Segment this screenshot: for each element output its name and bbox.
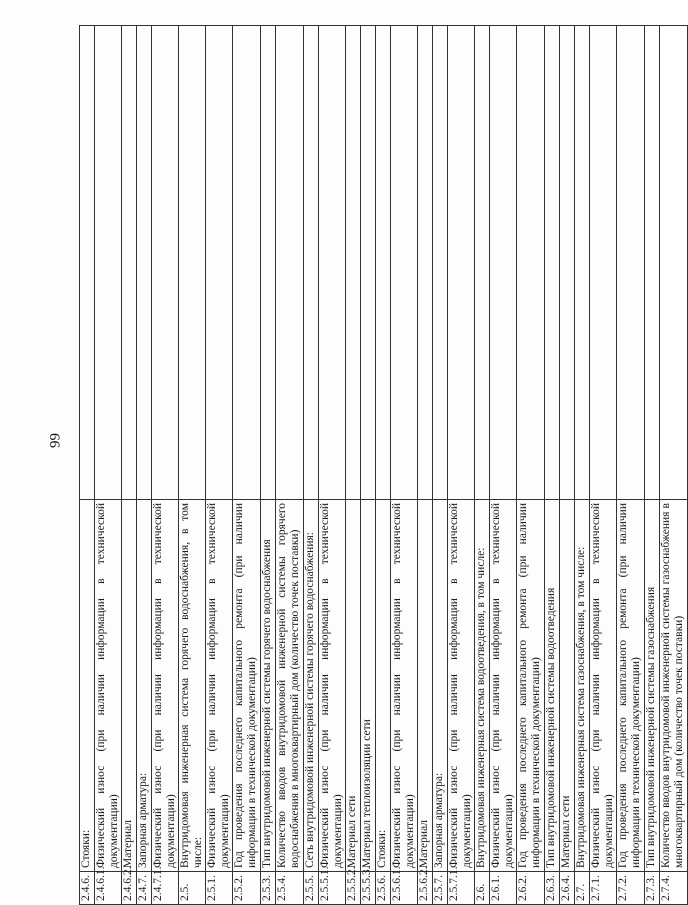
table-row (590, 26, 617, 905)
table-row (346, 26, 361, 905)
row-value-cell (233, 26, 261, 500)
row-value-cell (304, 26, 319, 500)
table-row (304, 26, 319, 905)
table-row (617, 26, 645, 905)
row-value-cell (261, 26, 276, 500)
table-row (276, 26, 304, 905)
row-description: Стояки: (80, 500, 95, 872)
table-row (391, 26, 418, 905)
row-number: 2.4.7.1. (152, 872, 179, 905)
row-number: 2.5.1. (206, 872, 233, 905)
row-description: Тип внутридомовой инженерной системы газоснабжения (645, 500, 660, 872)
row-number: 2.5.6. (376, 872, 391, 905)
row-value-cell (590, 26, 617, 500)
row-description: Физический износ (при наличии информации в технической документации) (391, 500, 418, 872)
row-number: 2.7.4. (660, 872, 688, 905)
row-description: Материал теплоизоляции сети (361, 500, 376, 872)
row-value-cell (80, 26, 95, 500)
table-row (206, 26, 233, 905)
row-description: Внутридомовая инженерная система водоотведения, в том числе: (475, 500, 490, 872)
row-number: 2.5.5.2. (346, 872, 361, 905)
row-value-cell (517, 26, 545, 500)
row-number: 2.6.4. (560, 872, 575, 905)
row-value-cell (276, 26, 304, 500)
row-description: Материал (418, 500, 433, 872)
row-number: 2.5.5.1. (319, 872, 346, 905)
table-row (152, 26, 179, 905)
row-number: 2.6.3. (545, 872, 560, 905)
row-value-cell (95, 26, 122, 500)
table-row (80, 26, 95, 905)
row-description: Физический износ (при наличии информации в технической документации) (590, 500, 617, 872)
table-row (233, 26, 261, 905)
row-number: 2.5.7.1. (448, 872, 475, 905)
row-value-cell (179, 26, 206, 500)
row-description: Физический износ (при наличии информации в технической документации) (448, 500, 475, 872)
row-value-cell (575, 26, 590, 500)
row-number: 2.6. (475, 872, 490, 905)
row-description: Внутридомовая инженерная система горячего водоснабжения, в том числе: (179, 500, 206, 872)
row-value-cell (137, 26, 152, 500)
row-number: 2.7. (575, 872, 590, 905)
row-value-cell (660, 26, 688, 500)
row-number: 2.7.3. (645, 872, 660, 905)
row-number: 2.6.2. (517, 872, 545, 905)
row-description: Материал сети (346, 500, 361, 872)
table-row (95, 26, 122, 905)
table-row (319, 26, 346, 905)
row-description: Физический износ (при наличии информации в технической документации) (490, 500, 517, 872)
row-value-cell (152, 26, 179, 500)
row-number: 2.5.3. (261, 872, 276, 905)
table-row (560, 26, 575, 905)
row-number: 2.5.4. (276, 872, 304, 905)
table-row (475, 26, 490, 905)
row-value-cell (560, 26, 575, 500)
row-description: Год проведения последнего капитального ремонта (при наличии информации в технической документации) (233, 500, 261, 872)
row-value-cell (545, 26, 560, 500)
row-number: 2.5.2. (233, 872, 261, 905)
table-row (376, 26, 391, 905)
specification-table (79, 25, 688, 905)
row-value-cell (433, 26, 448, 500)
row-value-cell (475, 26, 490, 500)
table-row (433, 26, 448, 905)
row-number: 2.5.7. (433, 872, 448, 905)
table-row (179, 26, 206, 905)
table-row (660, 26, 688, 905)
row-description: Тип внутридомовой инженерной системы горячего водоснабжения (261, 500, 276, 872)
table-row (122, 26, 137, 905)
row-description: Количество вводов внутридомовой инженерной системы горячего водоснабжения в многоквартирный дом (количество точек поставки) (276, 500, 304, 872)
row-value-cell (617, 26, 645, 500)
row-number: 2.7.1. (590, 872, 617, 905)
row-value-cell (346, 26, 361, 500)
row-description: Внутридомовая инженерная система газоснабжения, в том числе: (575, 500, 590, 872)
row-value-cell (391, 26, 418, 500)
table-row (261, 26, 276, 905)
row-description: Физический износ (при наличии информации в технической документации) (319, 500, 346, 872)
table-row (517, 26, 545, 905)
row-description: Физический износ (при наличии информации в технической документации) (95, 500, 122, 872)
row-value-cell (122, 26, 137, 500)
row-description: Физический износ (при наличии информации в технической документации) (206, 500, 233, 872)
row-number: 2.7.2. (617, 872, 645, 905)
table-row (137, 26, 152, 905)
row-number: 2.4.6.1. (95, 872, 122, 905)
row-description: Материал (122, 500, 137, 872)
row-description: Запорная арматура: (137, 500, 152, 872)
row-value-cell (418, 26, 433, 500)
row-description: Материал сети (560, 500, 575, 872)
row-number: 2.5.6.1. (391, 872, 418, 905)
row-description: Количество вводов внутридомовой инженерной системы газоснабжения в многоквартирный дом (количество точек поставки) (660, 500, 688, 872)
row-number: 2.6.1. (490, 872, 517, 905)
page-number: 99 (47, 433, 64, 448)
row-description: Год проведения последнего капитального ремонта (при наличии информации в технической документации) (517, 500, 545, 872)
row-value-cell (206, 26, 233, 500)
table-row (545, 26, 560, 905)
row-description: Год проведения последнего капитального ремонта (при наличии информации в технической документации) (617, 500, 645, 872)
row-value-cell (645, 26, 660, 500)
table-row (361, 26, 376, 905)
row-number: 2.5.5.3. (361, 872, 376, 905)
table-viewport (79, 25, 685, 905)
row-description: Запорная арматура: (433, 500, 448, 872)
table-row (418, 26, 433, 905)
row-value-cell (361, 26, 376, 500)
row-description: Физический износ (при наличии информации в технической документации) (152, 500, 179, 872)
table-row (448, 26, 475, 905)
table-row (575, 26, 590, 905)
row-description: Тип внутридомовой инженерной системы водоотведения (545, 500, 560, 872)
row-number: 2.5.5. (304, 872, 319, 905)
row-description: Стояки: (376, 500, 391, 872)
table-row (645, 26, 660, 905)
row-number: 2.5.6.2. (418, 872, 433, 905)
table-row (490, 26, 517, 905)
row-value-cell (376, 26, 391, 500)
row-description: Сеть внутридомовой инженерной системы горячего водоснабжения: (304, 500, 319, 872)
rotated-table-container (79, 25, 685, 905)
row-value-cell (448, 26, 475, 500)
row-number: 2.4.6. (80, 872, 95, 905)
row-value-cell (319, 26, 346, 500)
row-value-cell (490, 26, 517, 500)
row-number: 2.4.6.2. (122, 872, 137, 905)
row-number: 2.5. (179, 872, 206, 905)
row-number: 2.4.7. (137, 872, 152, 905)
